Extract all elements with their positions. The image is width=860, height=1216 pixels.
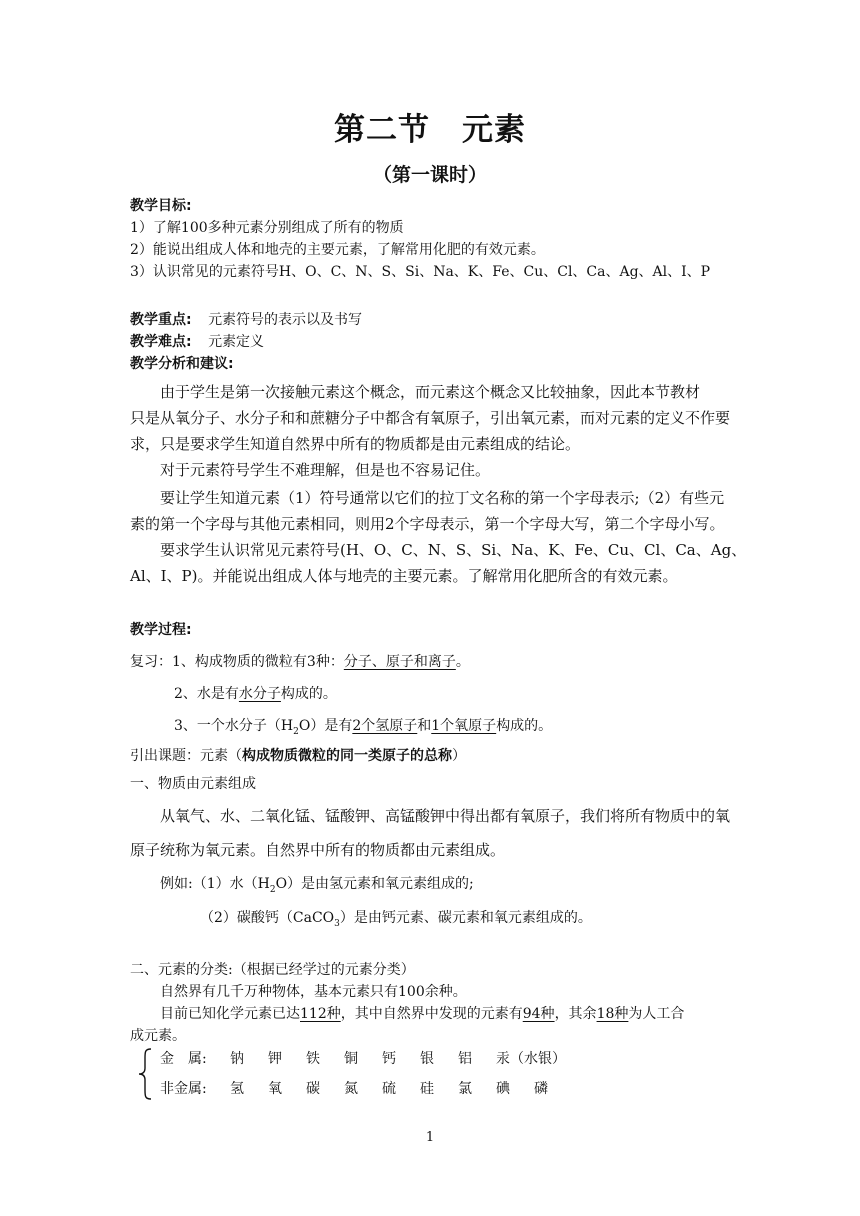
nonmetals-label: 非金属: xyxy=(160,1081,207,1097)
nonmetals-row xyxy=(160,1078,572,1098)
element-name: 氮 xyxy=(344,1081,358,1097)
element-name: 铁 xyxy=(306,1051,320,1067)
section-heading-1: 一、物质由元素组成 xyxy=(130,776,256,792)
element-name: 碘 xyxy=(496,1081,510,1097)
section2-text: 为人工合 xyxy=(628,1006,685,1022)
review-text: 3、一个水分子（H xyxy=(174,718,294,734)
review-item-2 xyxy=(174,684,337,704)
section2-text: 目前已知化学元素已达 xyxy=(160,1006,300,1022)
subscript: 3 xyxy=(334,918,340,929)
element-count: 18种 xyxy=(596,1006,629,1022)
review-text: 构成的。 xyxy=(280,686,337,702)
difficulty xyxy=(130,332,264,352)
objective-item: 1）了解100多种元素分别组成了所有的物质 xyxy=(130,220,404,236)
element-name: 硫 xyxy=(382,1081,396,1097)
section2-line: 成元素。 xyxy=(130,1028,186,1044)
review-answer: 分子、原子和离子 xyxy=(343,654,456,670)
section2-text: ，其中自然界中发现的元素有 xyxy=(340,1006,523,1022)
element-name: 氧 xyxy=(268,1081,282,1097)
analysis-line: Al、I、P)。并能说出组成人体与地壳的主要元素。了解常用化肥所含的有效元素。 xyxy=(130,567,678,585)
process-heading: 教学过程: xyxy=(130,622,192,638)
analysis-line: 要让学生知道元素（1）符号通常以它们的拉丁文名称的第一个字母表示;（2）有些元 xyxy=(160,489,725,507)
example-2 xyxy=(200,908,592,934)
element-name: 银 xyxy=(420,1051,434,1067)
element-name: 钙 xyxy=(382,1051,396,1067)
element-name: 氢 xyxy=(230,1081,244,1097)
section-heading-2: 二、元素的分类:（根据已经学过的元素分类） xyxy=(130,962,415,978)
example-1 xyxy=(160,874,474,900)
objective-item: 2）能说出组成人体和地壳的主要元素，了解常用化肥的有效元素。 xyxy=(130,242,545,258)
example-text: 例如:（1）水（H xyxy=(160,876,270,892)
topic-intro xyxy=(130,746,466,766)
element-name: 磷 xyxy=(534,1081,548,1097)
curly-brace-icon xyxy=(138,1048,152,1100)
example-text: （2）碳酸钙（CaCO xyxy=(200,910,335,926)
objective-item: 3）认识常见的元素符号H、O、C、N、S、Si、Na、K、Fe、Cu、Cl、Ca、Ag、Al、I、P xyxy=(130,264,711,280)
key-point-label: 教学重点: xyxy=(130,312,192,328)
key-point xyxy=(130,310,362,330)
review-item-3 xyxy=(174,716,552,742)
key-point-text: 元素符号的表示以及书写 xyxy=(208,312,363,328)
review-text: 复习：1、构成物质的微粒有3种： xyxy=(130,654,344,670)
analysis-line: 求，只是要求学生知道自然界中所有的物质都是由元素组成的结论。 xyxy=(130,435,581,453)
element-name: 氯 xyxy=(458,1081,472,1097)
analysis-line: 由于学生是第一次接触元素这个概念，而元素这个概念又比较抽象，因此本节教材 xyxy=(160,383,701,401)
review-answer: 2个氢原子 xyxy=(352,718,418,734)
metals-label: 金 属: xyxy=(160,1051,207,1067)
analysis-line: 素的第一个字母与其他元素相同，则用2个字母表示，第一个字母大写，第二个字母小写。 xyxy=(130,515,725,533)
analysis-line: 要求学生认识常见元素符号(H、O、C、N、S、Si、Na、K、Fe、Cu、Cl、Ca、Ag、 xyxy=(160,541,747,559)
example-text: O）是由氢元素和氧元素组成的; xyxy=(275,876,474,892)
analysis-heading: 教学分析和建议: xyxy=(130,356,234,372)
subscript: 2 xyxy=(269,884,276,895)
element-count: 112种 xyxy=(300,1006,341,1022)
section1-line: 原子统称为氧元素。自然界中所有的物质都由元素组成。 xyxy=(130,841,506,859)
metals-row xyxy=(160,1048,566,1068)
element-name: 钾 xyxy=(268,1051,282,1067)
analysis-line: 只是从氧分子、水分子和和蔗糖分子中都含有氧原子，引出氧元素，而对元素的定义不作要 xyxy=(130,409,731,427)
review-answer: 水分子 xyxy=(238,686,281,702)
review-text: 和 xyxy=(417,718,432,734)
subscript: 2 xyxy=(293,726,299,737)
topic-text: ） xyxy=(452,748,466,764)
element-name: 碳 xyxy=(306,1081,320,1097)
section2-line xyxy=(160,1004,684,1024)
element-name: 铜 xyxy=(344,1051,358,1067)
topic-text: 引出课题：元素（ xyxy=(130,748,242,764)
review-answer: 1个氧原子 xyxy=(431,718,497,734)
review-text: 2、水是有 xyxy=(174,686,239,702)
page-title: 第二节 元素 xyxy=(334,112,526,148)
review-text: 构成的。 xyxy=(496,718,553,734)
analysis-line: 对于元素符号学生不难理解，但是也不容易记住。 xyxy=(160,461,491,479)
element-name: 汞（水银） xyxy=(496,1051,566,1067)
section2-line: 自然界有几千万种物体，基本元素只有100余种。 xyxy=(160,984,467,1000)
element-name: 硅 xyxy=(420,1081,434,1097)
section2-text: ，其余 xyxy=(554,1006,597,1022)
objectives-heading: 教学目标: xyxy=(130,198,192,214)
review-text: O）是有 xyxy=(298,718,353,734)
review-text: 。 xyxy=(455,654,470,670)
difficulty-label: 教学难点: xyxy=(130,334,192,350)
example-text: ）是由钙元素、碳元素和氧元素组成的。 xyxy=(339,910,592,926)
element-count: 94种 xyxy=(522,1006,555,1022)
difficulty-text: 元素定义 xyxy=(208,334,265,350)
review-item-1 xyxy=(130,652,470,672)
page-number: 1 xyxy=(425,1130,435,1145)
page-subtitle: （第一课时） xyxy=(372,164,487,186)
element-name: 铝 xyxy=(458,1051,472,1067)
topic-definition: 构成物质微粒的同一类原子的总称 xyxy=(242,748,452,764)
section1-line: 从氧气、水、二氧化锰、锰酸钾、高锰酸钾中得出都有氧原子，我们将所有物质中的氧 xyxy=(160,807,731,825)
element-name: 钠 xyxy=(230,1051,244,1067)
